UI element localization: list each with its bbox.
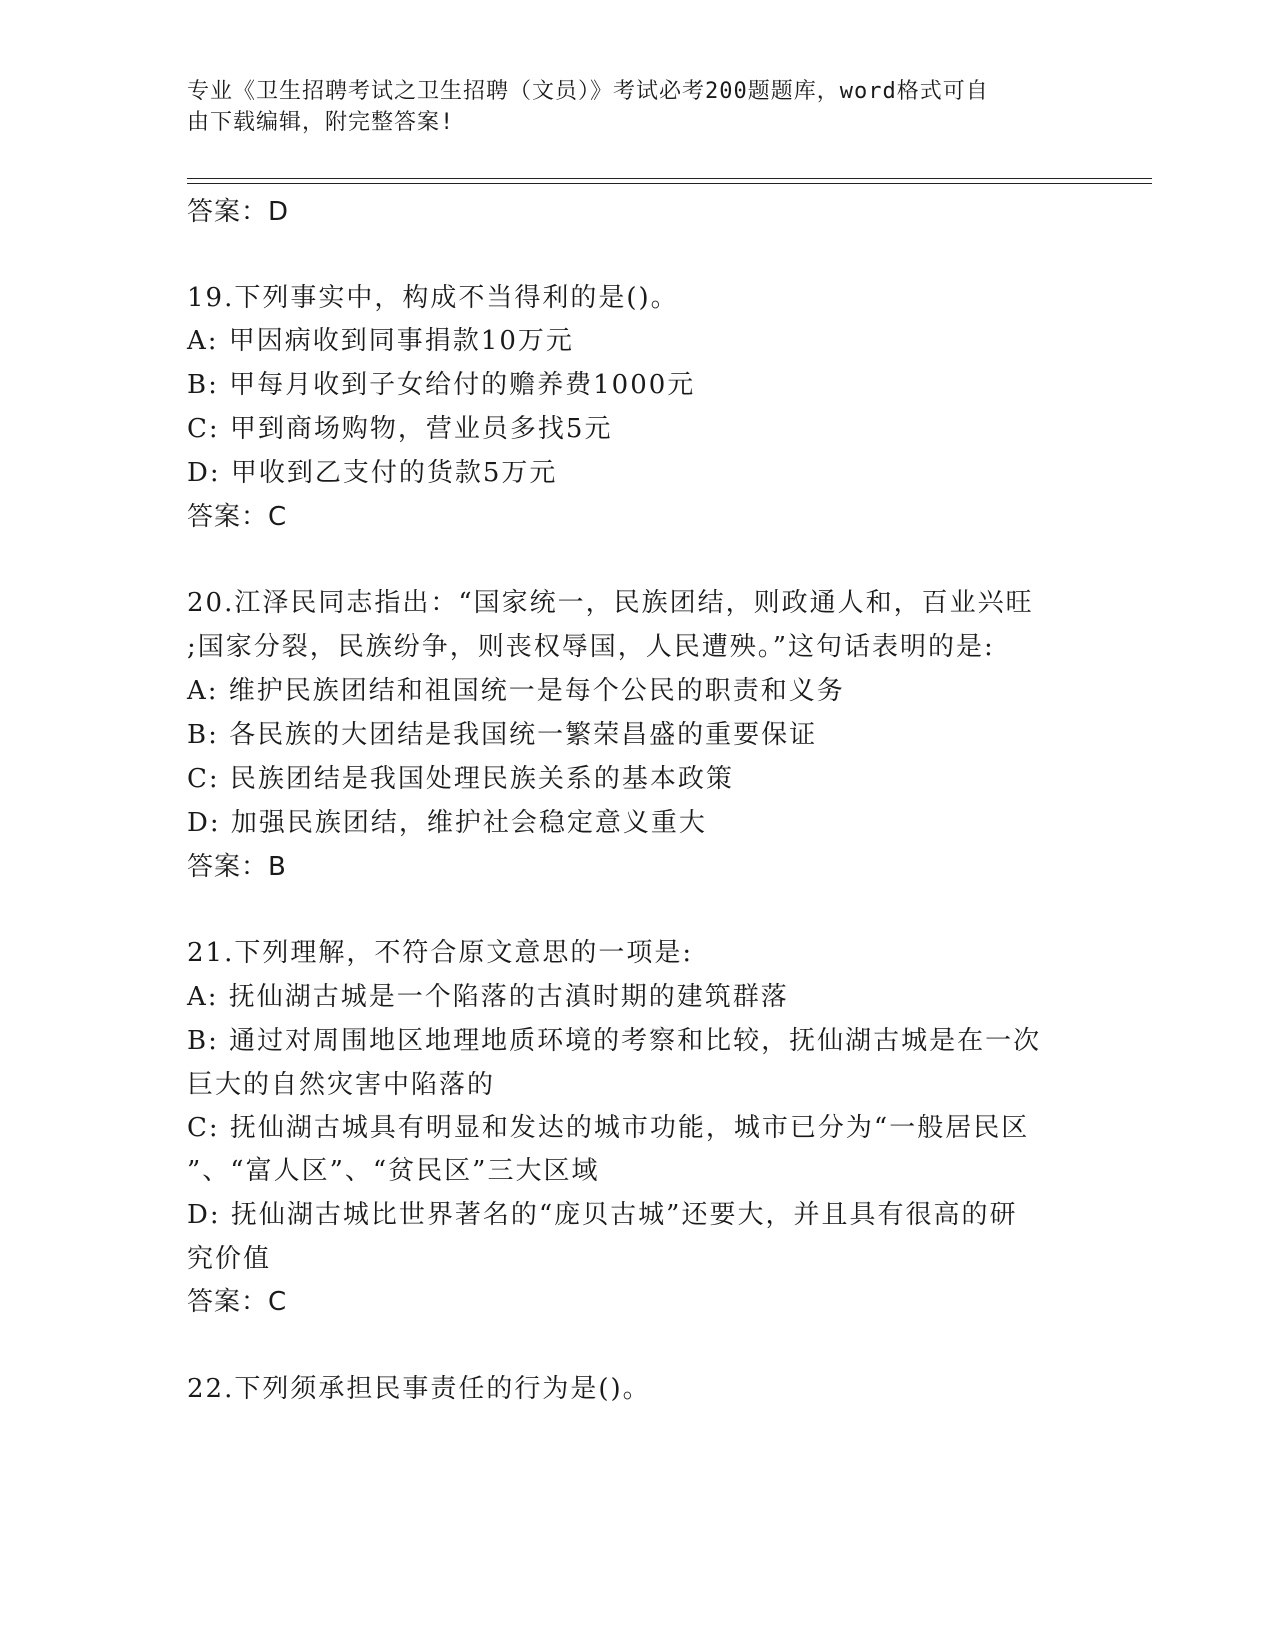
header-text <box>187 76 1067 138</box>
option-c: C: 民族团结是我国处理民族关系的基本政策 <box>187 764 734 794</box>
option-b-line-1: B: 通过对周围地区地理地质环境的考察和比较，抚仙湖古城是在一次 <box>187 1026 1042 1056</box>
option-d: D: 甲收到乙支付的货款5万元 <box>187 458 558 488</box>
option-a: A: 维护民族团结和祖国统一是每个公民的职责和义务 <box>187 676 845 706</box>
header-line-1: 专业《卫生招聘考试之卫生招聘（文员）》考试必考200题题库，word格式可自 <box>187 79 989 104</box>
option-c-line-1: C: 抚仙湖古城具有明显和发达的城市功能，城市已分为“一般居民区 <box>187 1113 1030 1143</box>
question-stem: 21.下列理解，不符合原文意思的一项是: <box>187 938 694 968</box>
question-stem-line-2: ;国家分裂，民族纷争，则丧权辱国，人民遭殃。”这句话表明的是: <box>187 632 995 662</box>
answer-18: 答案：D <box>187 197 290 227</box>
header-rule-bottom <box>187 183 1152 184</box>
header-line-2: 由下载编辑，附完整答案! <box>187 110 455 135</box>
option-b: B: 各民族的大团结是我国统一繁荣昌盛的重要保证 <box>187 720 818 750</box>
option-b-line-2: 巨大的自然灾害中陷落的 <box>187 1070 496 1100</box>
header-rule-top <box>187 178 1152 179</box>
option-d-line-1: D: 抚仙湖古城比世界著名的“庞贝古城”还要大，并且具有很高的研 <box>187 1200 1018 1230</box>
option-a: A: 抚仙湖古城是一个陷落的古滇时期的建筑群落 <box>187 982 789 1012</box>
option-d: D: 加强民族团结，维护社会稳定意义重大 <box>187 808 707 838</box>
answer-21: 答案：C <box>187 1287 288 1317</box>
option-a: A: 甲因病收到同事捐款10万元 <box>187 326 574 356</box>
answer-20: 答案：B <box>187 852 287 882</box>
answer-19: 答案：C <box>187 502 288 532</box>
option-d-line-2: 究价值 <box>187 1244 272 1274</box>
question-stem-line-1: 20.江泽民同志指出：“国家统一，民族团结，则政通人和，百业兴旺 <box>187 588 1034 618</box>
option-b: B: 甲每月收到子女给付的赡养费1000元 <box>187 370 696 400</box>
option-c: C: 甲到商场购物，营业员多找5元 <box>187 414 613 444</box>
option-c-line-2: ”、“富人区”、“贫民区”三大区域 <box>187 1156 600 1186</box>
question-stem: 22.下列须承担民事责任的行为是()。 <box>187 1374 651 1404</box>
question-stem: 19.下列事实中，构成不当得利的是()。 <box>187 283 679 313</box>
